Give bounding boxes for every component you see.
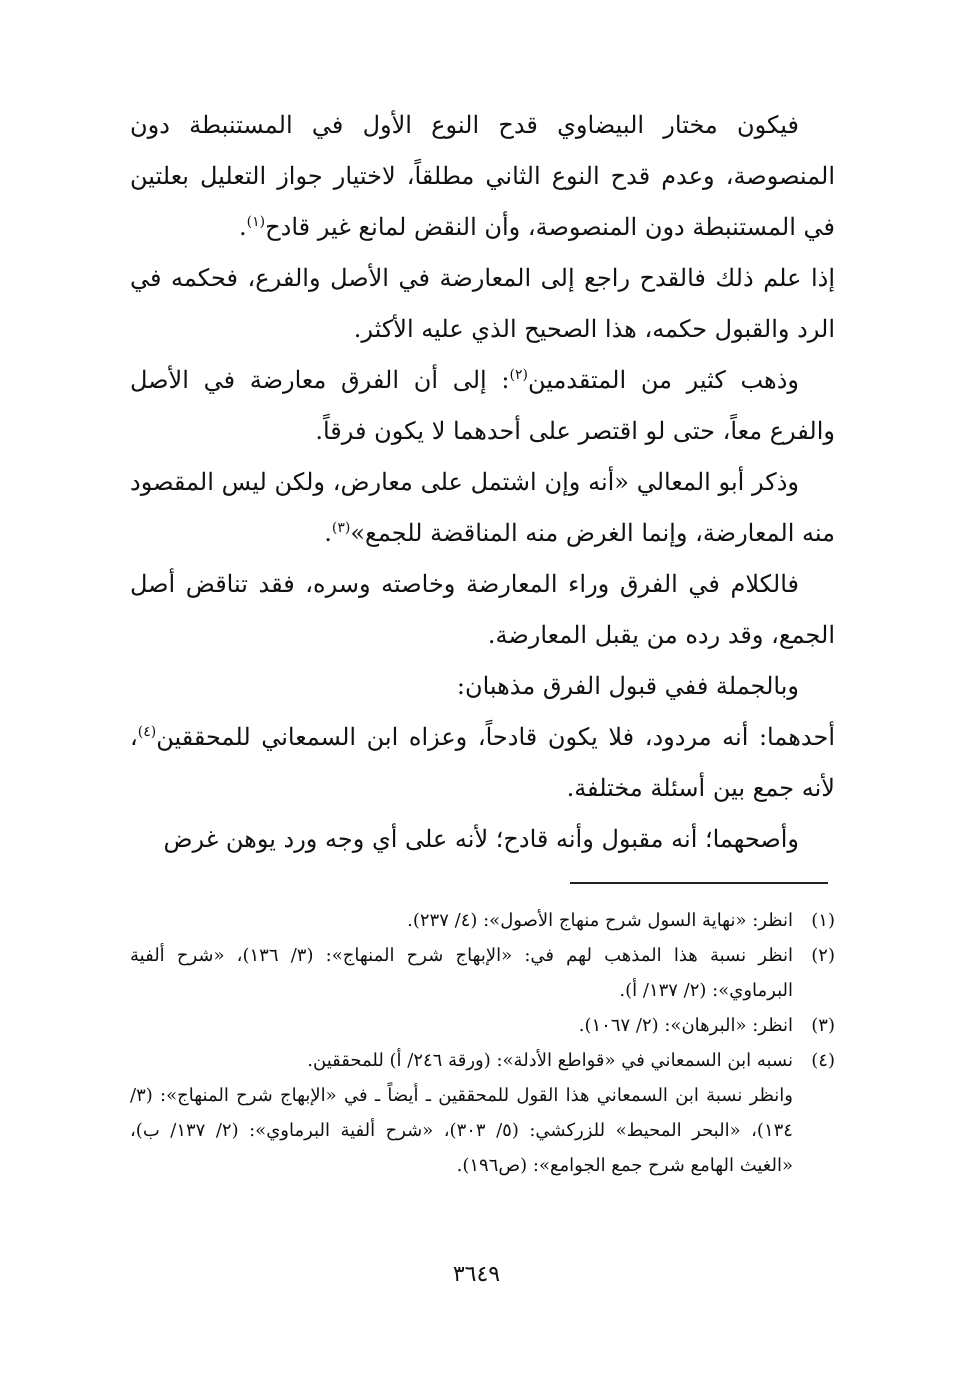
paragraph-7: أحدهما: أنه مردود، فلا يكون قادحاً، وعزاه ابن السمعاني للمحققين$^{(٤)}$، لأنه جمع بين أسئلة مختلفة. — [130, 723, 835, 802]
footnote-text: انظر: «البرهان»: (٢/ ١٠٦٧). — [578, 1015, 793, 1036]
footnote-3 — [130, 1008, 835, 1043]
footnote-number: (٢) — [811, 945, 835, 966]
footnote-1 — [130, 903, 835, 938]
footnote-ref-3: (٣) — [331, 520, 351, 536]
footnote-ref-1: (١) — [246, 214, 266, 230]
footnote-number: (٣) — [811, 1015, 835, 1036]
paragraph-6: وبالجملة ففي قبول الفرق مذهبان: — [456, 672, 799, 700]
paragraph-1: فيكون مختار البيضاوي قدح النوع الأول في المستنبطة دون المنصوصة، وعدم قدح النوع الثاني مطلقاً، لاختيار جواز التعليل بعلتين في المستنبطة دون المنصوصة، وأن النقض لمانع غير قادح$^{(١)}$. — [130, 111, 835, 241]
page-number: ٣٦٤٩ — [452, 1262, 501, 1287]
paragraph-2: إذا علم ذلك فالقدح راجع إلى المعارضة في الأصل والفرع، فحكمه في الرد والقبول حكمه، هذا الصحيح الذي عليه الأكثر. — [130, 264, 835, 343]
paragraph-4: وذكر أبو المعالي «أنه وإن اشتمل على معارض، ولكن ليس المقصود منه المعارضة، وإنما الغرض منه المناقضة للجمع»$^{(٣)}$. — [130, 468, 835, 547]
footnote-2 — [130, 938, 835, 1008]
footnotes — [130, 903, 835, 1183]
footnote-separator — [570, 882, 828, 884]
footnote-ref-4: (٤) — [137, 724, 157, 740]
footnote-text: انظر: «نهاية السول شرح منهاج الأصول»: (٤/ ٢٣٧). — [407, 910, 793, 931]
paragraph-5: فالكلام في الفرق وراء المعارضة وخاصته وسره، فقد تناقض أصل الجمع، وقد رده من يقبل المعارضة. — [130, 570, 835, 649]
paragraph-8: وأصحهما؛ أنه مقبول وأنه قادح؛ لأنه على أي وجه ورد يوهن غرض — [163, 825, 799, 853]
footnote-4-continuation: وانظر نسبة ابن السمعاني هذا القول للمحققين ـ أيضاً ـ في «الإبهاج شرح المنهاج»: (٣/ ١٣٤)، «البحر المحيط» للزركشي: (٥/ ٣٠٣)، «شرح ألفية البرماوي»: (٢/ ١٣٧/ ب)، «الغيث الهامع شرح جمع الجوامع»: (ص١٩٦). — [130, 1085, 793, 1176]
footnote-text: انظر نسبة هذا المذهب لهم في: «الإبهاج شرح المنهاج»: (٣/ ١٣٦)، «شرح ألفية البرماوي»: (٢/ ١٣٧/ أ). — [130, 945, 793, 1001]
footnote-ref-2: (٢) — [509, 367, 528, 383]
paragraph-3: وذهب كثير من المتقدمين$^{(٢)}$: إلى أن الفرق معارضة في الأصل والفرع معاً، حتى لو اقتصر على أحدهما لا يكون فرقاً. — [130, 366, 835, 445]
footnote-4 — [130, 1043, 835, 1078]
footnote-text: نسبه ابن السمعاني في «قواطع الأدلة»: (ورقة ٢٤٦/ أ) للمحققين. — [307, 1050, 793, 1071]
footnote-number: (٤) — [811, 1050, 835, 1071]
footnote-number: (١) — [811, 910, 835, 931]
main-text — [130, 100, 835, 865]
